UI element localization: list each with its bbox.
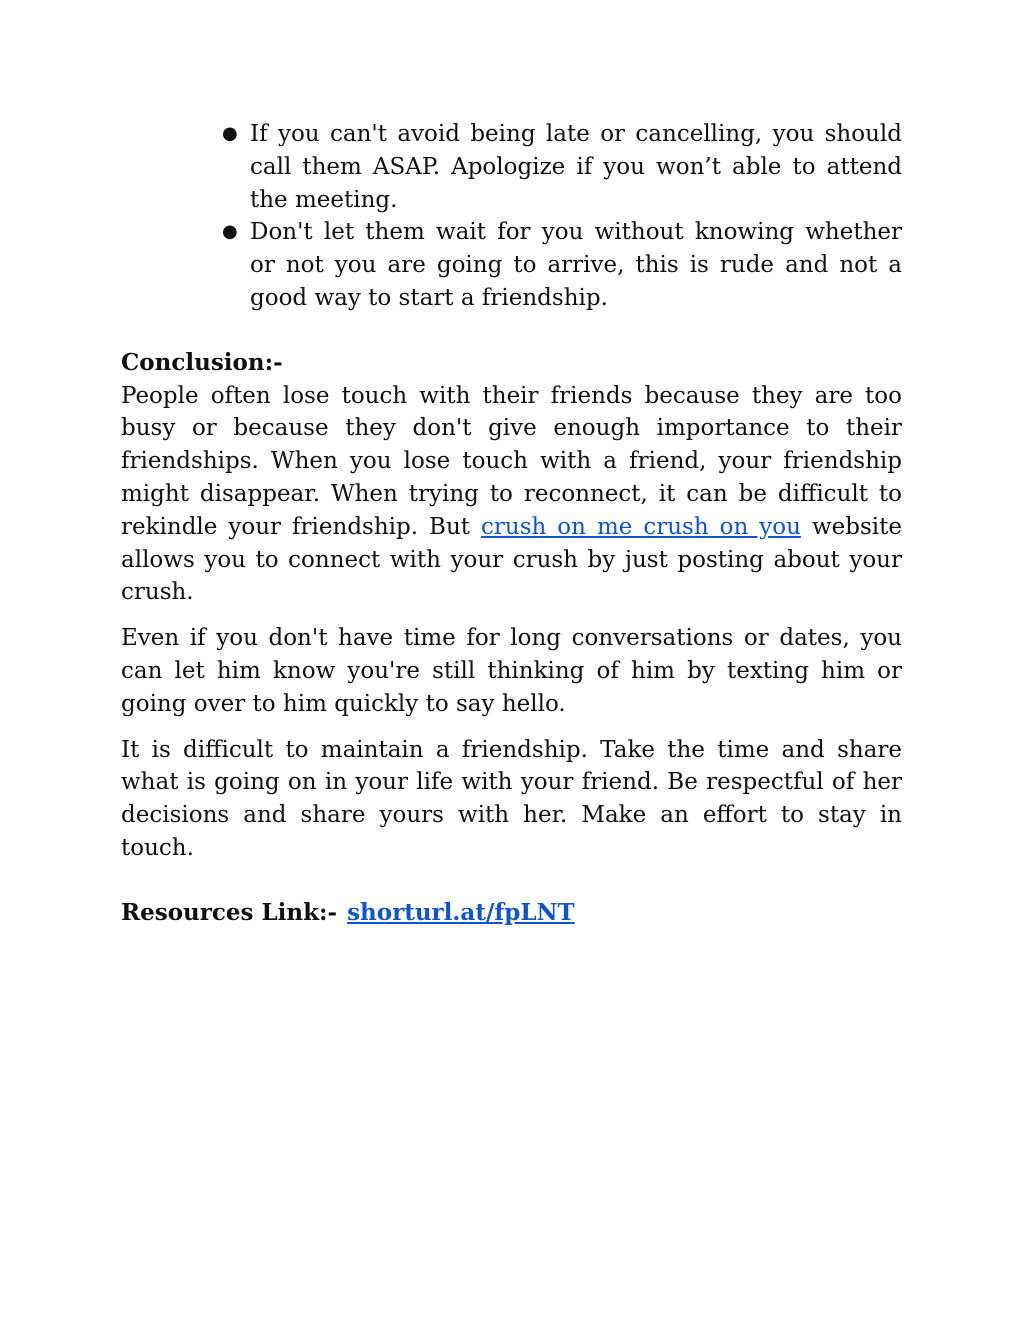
conclusion-paragraph-2: Even if you don't have time for long conversations or dates, you can let him know you're still thinking of him by texting him or going over to him quickly to say hello. bbox=[121, 625, 902, 717]
resources-line bbox=[121, 897, 902, 930]
resources-label: Resources Link:- bbox=[121, 898, 338, 926]
paragraph-text: People often lose touch with their friends because they are too busy or because they don't give enough importance to their friendships. When you lose touch with a friend, your friendship might disappear. When trying to reconnect, it can be difficult to rekindle your friendship. But bbox=[121, 382, 902, 540]
list-item bbox=[222, 216, 902, 314]
bullet-list bbox=[121, 118, 902, 315]
resources-link[interactable]: shorturl.at/fpLNT bbox=[347, 898, 575, 926]
bullet-text: Don't let them wait for you without knowing whether or not you are going to arrive, this is rude and not a good way to start a friendship. bbox=[250, 219, 902, 311]
bullet-icon: ● bbox=[222, 123, 238, 144]
conclusion-heading: Conclusion:- bbox=[121, 348, 283, 376]
document-page bbox=[121, 118, 902, 930]
conclusion-paragraph-3: It is difficult to maintain a friendship. Take the time and share what is going on in your life with your friend. Be respectful of her decisions and share yours with her. Make an effort to stay in touch. bbox=[121, 736, 902, 861]
conclusion-paragraph-1 bbox=[121, 380, 902, 610]
list-item bbox=[222, 118, 902, 216]
paragraph-text: website allows you to connect with your crush by just posting about your crush. bbox=[121, 513, 902, 606]
crush-website-link[interactable]: crush on me crush on you bbox=[481, 513, 801, 540]
bullet-icon: ● bbox=[222, 221, 238, 243]
bullet-text: If you can't avoid being late or cancelling, you should call them ASAP. Apologize if you won’t able to attend the meeting. bbox=[250, 121, 902, 213]
